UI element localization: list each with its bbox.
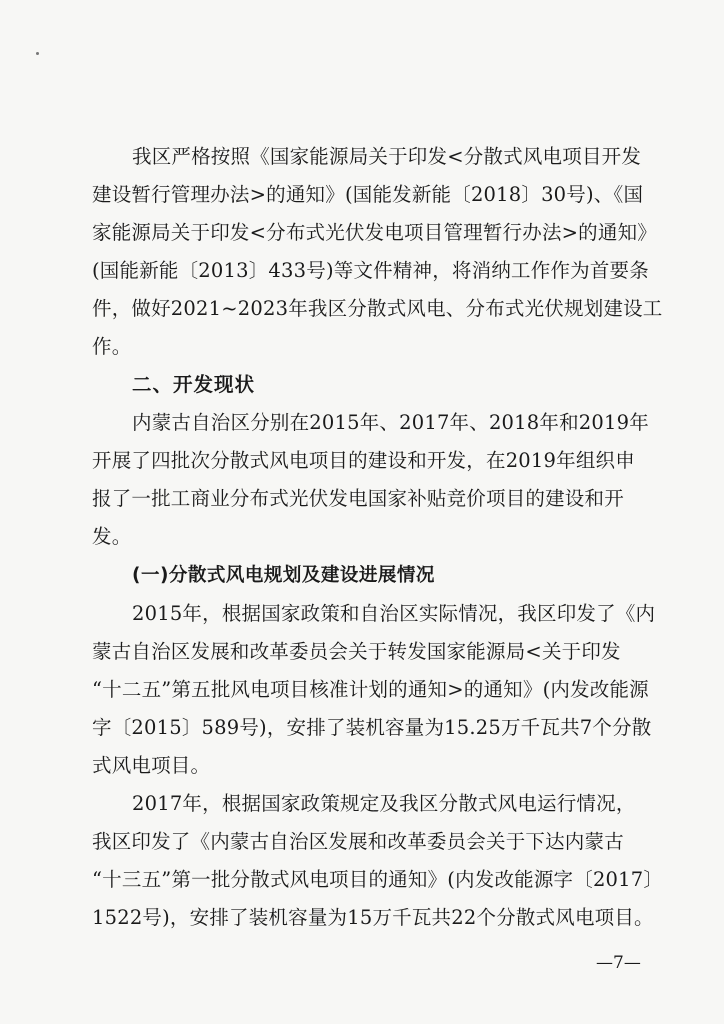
paragraph-4-line-3: “十三五”第一批分散式风电项目的通知》(内发改能源字〔2017〕	[92, 868, 664, 891]
paragraph-2-line-2: 开展了四批次分散式风电项目的建设和开发，在2019年组织申	[92, 449, 635, 472]
paragraph-3-line-3: “十二五”第五批风电项目核准计划的通知>的通知》(内发改能源	[92, 678, 649, 701]
paragraph-2-line-1: 内蒙古自治区分别在2015年、2017年、2018年和2019年	[132, 411, 649, 434]
section-heading: 二、开发现状	[132, 373, 256, 396]
paragraph-1-line-6: 作。	[92, 335, 132, 358]
paragraph-3-line-4: 字〔2015〕589号)，安排了装机容量为15.25万千瓦共7个分散	[92, 716, 652, 739]
paragraph-1-line-4: (国能新能〔2013〕433号)等文件精神，将消纳工作作为首要条	[92, 259, 649, 282]
paragraph-1-line-1: 我区严格按照《国家能源局关于印发<分散式风电项目开发	[132, 145, 642, 168]
paragraph-3-line-5: 式风电项目。	[92, 754, 211, 777]
paragraph-3-line-2: 蒙古自治区发展和改革委员会关于转发国家能源局<关于印发	[92, 640, 621, 663]
paragraph-4-line-4: 1522号)，安排了装机容量为15万千瓦共22个分散式风电项目。	[92, 906, 654, 929]
paragraph-3-line-1: 2015年，根据国家政策和自治区实际情况，我区印发了《内	[132, 602, 656, 625]
paragraph-1-line-2: 建设暂行管理办法>的通知》(国能发新能〔2018〕30号)、《国	[92, 183, 644, 206]
paragraph-4-line-2: 我区印发了《内蒙古自治区发展和改革委员会关于下达内蒙古	[92, 830, 624, 853]
paragraph-2-line-3: 报了一批工商业分布式光伏发电国家补贴竞价项目的建设和开	[92, 487, 624, 510]
subsection-heading: (一)分散式风电规划及建设进展情况	[132, 565, 435, 586]
page-number: —7—	[596, 953, 641, 973]
paragraph-4-line-1: 2017年，根据国家政策规定及我区分散式风电运行情况，	[132, 792, 636, 815]
scan-speck	[36, 52, 39, 55]
paragraph-1-line-5: 件，做好2021~2023年我区分散式风电、分布式光伏规划建设工	[92, 297, 663, 320]
paragraph-2-line-4: 发。	[92, 525, 132, 548]
paragraph-1-line-3: 家能源局关于印发<分布式光伏发电项目管理暂行办法>的通知》	[92, 221, 657, 244]
